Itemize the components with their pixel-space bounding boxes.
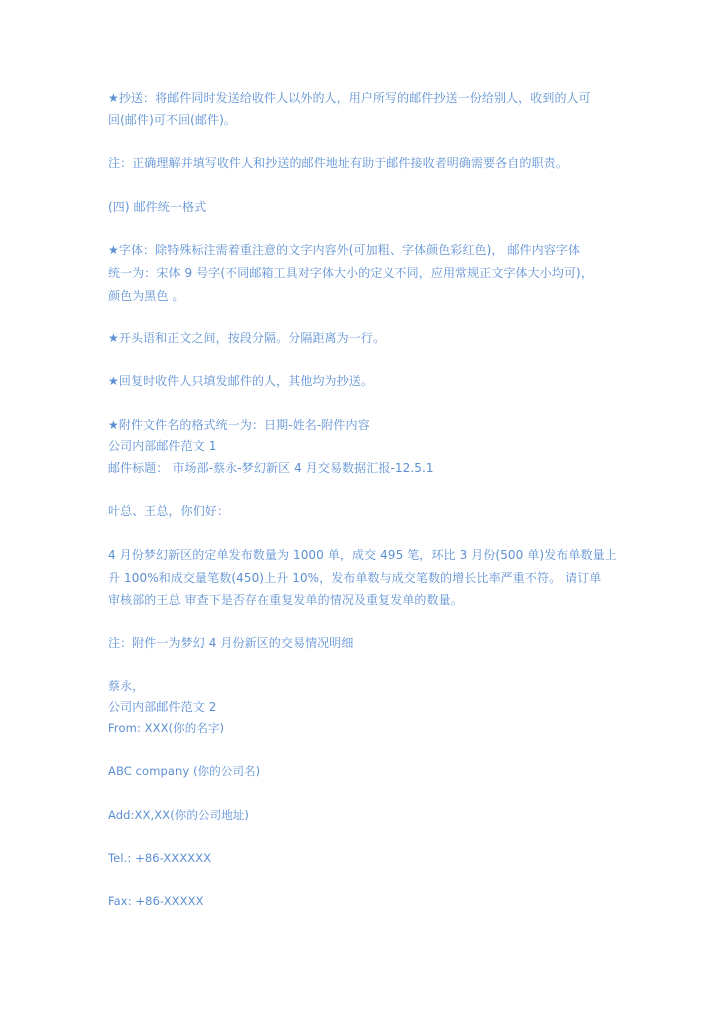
- sample-heading-1: 公司内部邮件范文 1: [108, 439, 217, 453]
- section-heading-format: (四) 邮件统一格式: [108, 200, 207, 214]
- attachment-name-rule: ★附件文件名的格式统一为：日期-姓名-附件内容: [108, 418, 370, 432]
- cc-definition-line-1: ★抄送：将邮件同时发送给收件人以外的人，用户所写的邮件抄送一份给别人，收到的人可: [108, 91, 591, 105]
- from-line: From: XXX(你的名字): [108, 721, 225, 735]
- company-line: ABC company (你的公司名): [108, 764, 261, 778]
- fax-line: Fax: +86-XXXXX: [108, 894, 204, 908]
- email-subject-line: 邮件标题： 市场部-蔡永-梦幻新区 4 月交易数据汇报-12.5.1: [108, 461, 434, 475]
- address-line: Add:XX,XX(你的公司地址): [108, 808, 249, 822]
- paragraph-separation-rule: ★开头语和正文之间，按段分隔。分隔距离为一行。: [108, 331, 386, 345]
- font-rule-line-3: 颜色为黑色 。: [108, 289, 185, 303]
- telephone-line: Tel.: +86-XXXXXX: [108, 851, 212, 865]
- attachment-note: 注：附件一为梦幻 4 月份新区的交易情况明细: [108, 636, 354, 650]
- body-paragraph-line-2: 升 100%和成交量笔数(450)上升 10%，发布单数与成交笔数的增长比率严重不符。 请订单: [108, 571, 602, 585]
- note-recipient-cc: 注：正确理解并填写收件人和抄送的邮件地址有助于邮件接收者明确需要各自的职责。: [108, 156, 568, 170]
- body-paragraph-line-1: 4 月份梦幻新区的定单发布数量为 1000 单，成交 495 笔，环比 3 月份(500 单)发布单数量上: [108, 548, 617, 562]
- greeting-line: 叶总、王总，你们好：: [108, 504, 230, 518]
- signature-name: 蔡永，: [108, 679, 145, 693]
- cc-definition-line-2: 回(邮件)可不回(邮件)。: [108, 113, 237, 127]
- body-paragraph-line-3: 审核部的王总 审查下是否存在重复发单的情况及重复发单的数量。: [108, 593, 463, 607]
- sample-heading-2: 公司内部邮件范文 2: [108, 700, 217, 714]
- font-rule-line-2: 统一为：宋体 9 号字(不同邮箱工具对字体大小的定义不同，应用常规正文字体大小均可)，: [108, 266, 593, 280]
- reply-rule: ★回复时收件人只填发邮件的人，其他均为抄送。: [108, 374, 373, 388]
- font-rule-line-1: ★字体：除特殊标注需着重注意的文字内容外(可加粗、字体颜色彩红色)， 邮件内容字体: [108, 243, 581, 257]
